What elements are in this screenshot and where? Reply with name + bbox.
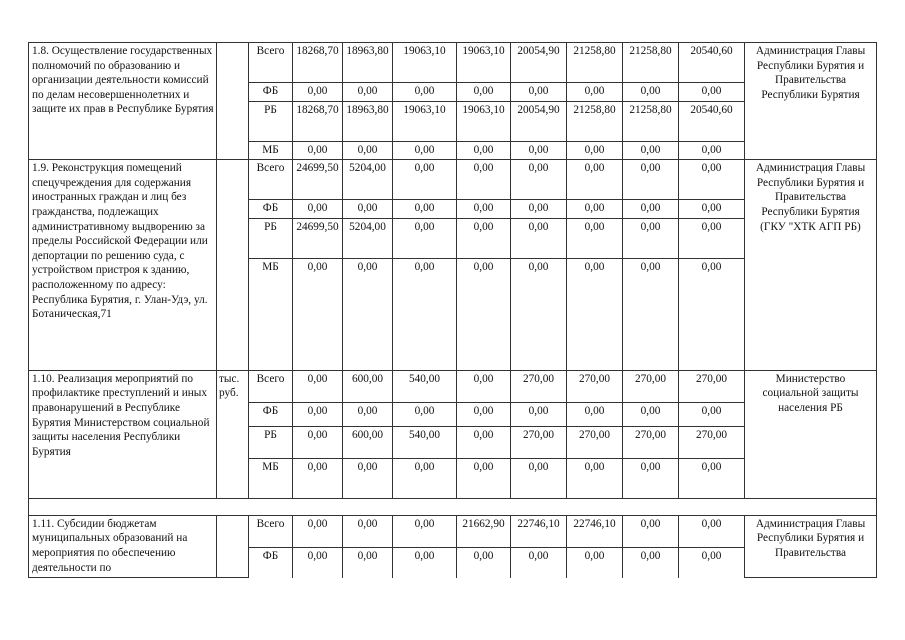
responsible-executor: Администрация Главы Республики Бурятия и Правительства Республики Бурятия (ГКУ "ХТК АГП РБ) (745, 160, 877, 371)
amount-cell: 0,00 (343, 458, 393, 498)
amount-cell: 270,00 (511, 370, 567, 402)
amount-cell: 270,00 (679, 426, 745, 458)
activity-name: 1.8. Осуществление государственных полномочий по образованию и организации деятельности комиссий по делам несовершеннолетних и защите их прав в Республике Бурятия (29, 43, 217, 160)
funding-source: ФБ (249, 547, 293, 577)
amount-cell: 0,00 (623, 160, 679, 200)
amount-cell: 0,00 (343, 258, 393, 370)
amount-cell: 0,00 (457, 258, 511, 370)
funding-source: ФБ (249, 83, 293, 102)
amount-cell: 0,00 (623, 515, 679, 547)
amount-cell: 0,00 (567, 83, 623, 102)
section-spacer (29, 498, 877, 515)
amount-cell: 18963,80 (343, 43, 393, 83)
unit-cell (217, 515, 249, 577)
responsible-executor: Министерство социальной защиты населения РБ (745, 370, 877, 498)
amount-cell: 0,00 (393, 200, 457, 219)
amount-cell: 0,00 (679, 547, 745, 577)
amount-cell: 540,00 (393, 426, 457, 458)
amount-cell: 21662,90 (457, 515, 511, 547)
amount-cell: 0,00 (511, 458, 567, 498)
amount-cell: 0,00 (679, 160, 745, 200)
funding-source: МБ (249, 458, 293, 498)
table-row (29, 43, 877, 83)
amount-cell: 0,00 (393, 160, 457, 200)
amount-cell: 24699,50 (293, 160, 343, 200)
unit-cell: тыс. руб. (217, 370, 249, 498)
amount-cell: 0,00 (293, 200, 343, 219)
amount-cell: 18963,80 (343, 101, 393, 141)
amount-cell: 5204,00 (343, 160, 393, 200)
amount-cell: 5204,00 (343, 218, 393, 258)
amount-cell: 0,00 (623, 458, 679, 498)
amount-cell: 270,00 (679, 370, 745, 402)
funding-source: ФБ (249, 402, 293, 426)
funding-source: Всего (249, 160, 293, 200)
amount-cell: 0,00 (393, 83, 457, 102)
amount-cell: 270,00 (623, 426, 679, 458)
amount-cell: 22746,10 (511, 515, 567, 547)
amount-cell: 0,00 (511, 258, 567, 370)
activity-name: 1.11. Субсидии бюджетам муниципальных образований на мероприятия по обеспечению деятельности по (29, 515, 217, 577)
amount-cell: 0,00 (567, 200, 623, 219)
amount-cell: 0,00 (511, 547, 567, 577)
amount-cell: 20054,90 (511, 43, 567, 83)
amount-cell: 0,00 (393, 458, 457, 498)
amount-cell: 0,00 (511, 83, 567, 102)
amount-cell: 0,00 (457, 218, 511, 258)
funding-source: ФБ (249, 200, 293, 219)
amount-cell: 0,00 (457, 426, 511, 458)
amount-cell: 0,00 (343, 515, 393, 547)
table-row (29, 160, 877, 200)
amount-cell: 0,00 (567, 258, 623, 370)
amount-cell: 0,00 (457, 402, 511, 426)
funding-source: МБ (249, 258, 293, 370)
spacer-cell (29, 498, 877, 515)
funding-source: Всего (249, 370, 293, 402)
amount-cell: 0,00 (623, 402, 679, 426)
amount-cell: 270,00 (623, 370, 679, 402)
amount-cell: 19063,10 (457, 43, 511, 83)
amount-cell: 0,00 (293, 458, 343, 498)
funding-source: Всего (249, 515, 293, 547)
funding-source: РБ (249, 101, 293, 141)
amount-cell: 18268,70 (293, 43, 343, 83)
amount-cell: 0,00 (623, 200, 679, 219)
amount-cell: 19063,10 (393, 101, 457, 141)
amount-cell: 0,00 (679, 83, 745, 102)
amount-cell: 21258,80 (623, 43, 679, 83)
amount-cell: 0,00 (457, 141, 511, 160)
amount-cell: 0,00 (457, 547, 511, 577)
amount-cell: 0,00 (293, 515, 343, 547)
funding-source: МБ (249, 141, 293, 160)
amount-cell: 0,00 (679, 141, 745, 160)
funding-source: РБ (249, 218, 293, 258)
amount-cell: 21258,80 (567, 43, 623, 83)
amount-cell: 18268,70 (293, 101, 343, 141)
amount-cell: 0,00 (343, 200, 393, 219)
amount-cell: 0,00 (511, 141, 567, 160)
amount-cell: 0,00 (343, 547, 393, 577)
amount-cell: 0,00 (567, 141, 623, 160)
amount-cell: 20540,60 (679, 101, 745, 141)
funding-source: Всего (249, 43, 293, 83)
program-funding-table (28, 42, 877, 578)
activity-name: 1.9. Реконструкция помещений спецучреждения для содержания иностранных граждан и лиц без гражданства, подлежащих административному выдворению за пределы Российской Федерации или депортации по решению суда, с устройством пристроя к зданию, расположенному по адресу: Республика Бурятия, г. Улан-Удэ, ул. Ботаническая,71 (29, 160, 217, 371)
amount-cell: 0,00 (623, 258, 679, 370)
amount-cell: 20054,90 (511, 101, 567, 141)
amount-cell: 0,00 (623, 218, 679, 258)
amount-cell: 0,00 (293, 258, 343, 370)
amount-cell: 21258,80 (623, 101, 679, 141)
amount-cell: 0,00 (679, 515, 745, 547)
table-row (29, 515, 877, 547)
amount-cell: 0,00 (293, 83, 343, 102)
amount-cell: 0,00 (567, 218, 623, 258)
amount-cell: 0,00 (457, 160, 511, 200)
amount-cell: 0,00 (457, 458, 511, 498)
responsible-executor: Администрация Главы Республики Бурятия и Правительства (745, 515, 877, 577)
amount-cell: 0,00 (679, 218, 745, 258)
amount-cell: 0,00 (293, 426, 343, 458)
amount-cell: 0,00 (511, 160, 567, 200)
funding-source: РБ (249, 426, 293, 458)
amount-cell: 0,00 (679, 258, 745, 370)
amount-cell: 600,00 (343, 426, 393, 458)
amount-cell: 19063,10 (457, 101, 511, 141)
amount-cell: 20540,60 (679, 43, 745, 83)
amount-cell: 0,00 (393, 402, 457, 426)
amount-cell: 0,00 (293, 370, 343, 402)
amount-cell: 0,00 (293, 141, 343, 160)
amount-cell: 0,00 (623, 547, 679, 577)
amount-cell: 540,00 (393, 370, 457, 402)
amount-cell: 270,00 (567, 370, 623, 402)
amount-cell: 270,00 (567, 426, 623, 458)
responsible-executor: Администрация Главы Республики Бурятия и Правительства Республики Бурятия (745, 43, 877, 160)
amount-cell: 0,00 (293, 402, 343, 426)
amount-cell: 0,00 (567, 160, 623, 200)
table-row (29, 370, 877, 402)
unit-cell (217, 43, 249, 160)
amount-cell: 0,00 (293, 547, 343, 577)
amount-cell: 0,00 (393, 515, 457, 547)
amount-cell: 0,00 (393, 547, 457, 577)
amount-cell: 0,00 (511, 402, 567, 426)
amount-cell: 0,00 (457, 83, 511, 102)
amount-cell: 0,00 (623, 83, 679, 102)
amount-cell: 0,00 (511, 200, 567, 219)
amount-cell: 24699,50 (293, 218, 343, 258)
amount-cell: 0,00 (567, 458, 623, 498)
amount-cell: 0,00 (393, 141, 457, 160)
amount-cell: 0,00 (679, 402, 745, 426)
amount-cell: 0,00 (393, 258, 457, 370)
amount-cell: 0,00 (679, 458, 745, 498)
amount-cell: 0,00 (567, 402, 623, 426)
amount-cell: 21258,80 (567, 101, 623, 141)
amount-cell: 19063,10 (393, 43, 457, 83)
amount-cell: 0,00 (511, 218, 567, 258)
amount-cell: 0,00 (393, 218, 457, 258)
amount-cell: 0,00 (457, 200, 511, 219)
amount-cell: 0,00 (343, 402, 393, 426)
amount-cell: 0,00 (457, 370, 511, 402)
activity-name: 1.10. Реализация мероприятий по профилактике преступлений и иных правонарушений в Республике Бурятия Министерством социальной защиты населения Республики Бурятия (29, 370, 217, 498)
amount-cell: 0,00 (679, 200, 745, 219)
amount-cell: 0,00 (567, 547, 623, 577)
amount-cell: 0,00 (343, 83, 393, 102)
unit-cell (217, 160, 249, 371)
amount-cell: 0,00 (623, 141, 679, 160)
amount-cell: 270,00 (511, 426, 567, 458)
amount-cell: 600,00 (343, 370, 393, 402)
amount-cell: 22746,10 (567, 515, 623, 547)
amount-cell: 0,00 (343, 141, 393, 160)
